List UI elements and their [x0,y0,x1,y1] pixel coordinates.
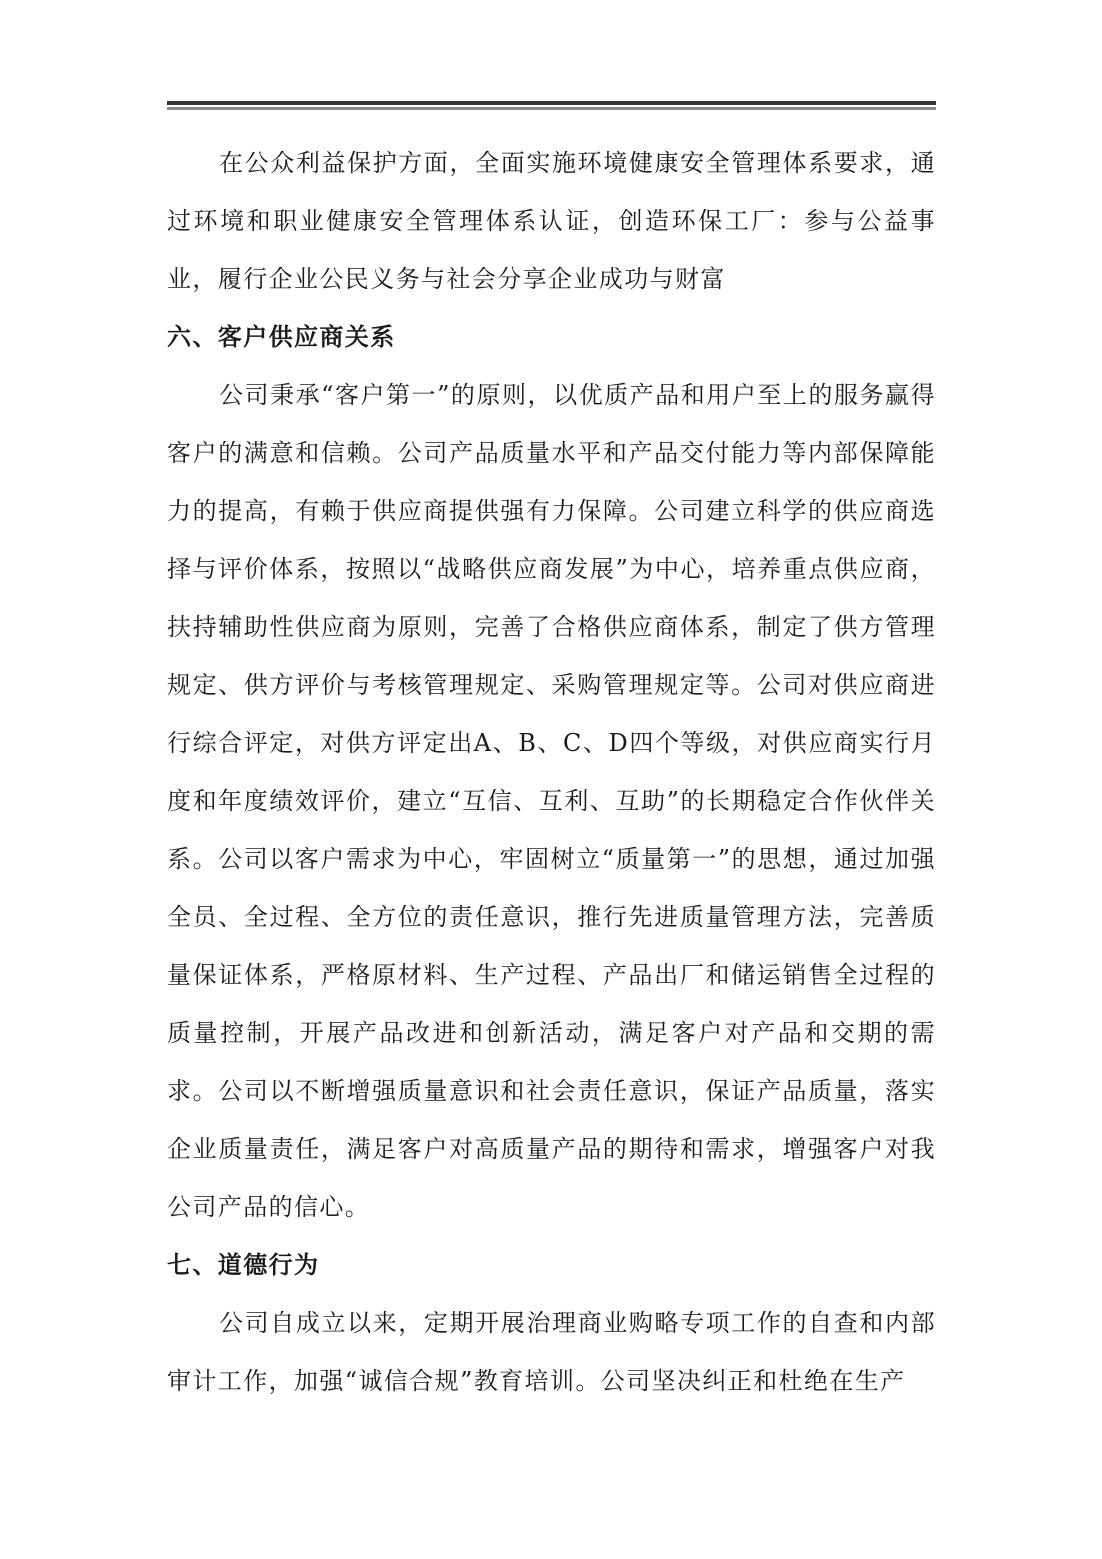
document-body [167,134,936,1410]
section-heading-ethics: 七、道德行为 [167,1250,320,1279]
paragraph-public-interest: 在公众利益保护方面，全面实施环境健康安全管理体系要求，通过环境和职业健康安全管理体系认证，创造环保工厂：参与公益事业，履行企业公民义务与社会分享企业成功与财富 [167,149,936,293]
section-heading-customer-supplier: 六、客户供应商关系 [167,322,396,351]
paragraph-customer-supplier: 公司秉承“客户第一”的原则，以优质产品和用户至上的服务赢得客户的满意和信赖。公司产品质量水平和产品交付能力等内部保障能力的提高，有赖于供应商提供强有力保障。公司建立科学的供应商选择与评价体系，按照以“战略供应商发展”为中心，培养重点供应商，扶持辅助性供应商为原则，完善了合格供应商体系，制定了供方管理规定、供方评价与考核管理规定、采购管理规定等。公司对供应商进行综合评定，对供方评定出A、B、C、D四个等级，对供应商实行月度和年度绩效评价，建立“互信、互利、互助”的长期稳定合作伙伴关系。公司以客户需求为中心，牢固树立“质量第一”的思想，通过加强全员、全过程、全方位的责任意识，推行先进质量管理方法，完善质量保证体系，严格原材料、生产过程、产品出厂和储运销售全过程的质量控制，开展产品改进和创新活动，满足客户对产品和交期的需求。公司以不断增强质量意识和社会责任意识，保证产品质量，落实企业质量责任，满足客户对高质量产品的期待和需求，增强客户对我公司产品的信心。 [167,381,936,1221]
header-rule [167,101,936,105]
paragraph-ethics: 公司自成立以来，定期开展治理商业购略专项工作的自查和内部审计工作，加强“诚信合规”教育培训。公司坚决纠正和杜绝在生产 [167,1309,936,1395]
